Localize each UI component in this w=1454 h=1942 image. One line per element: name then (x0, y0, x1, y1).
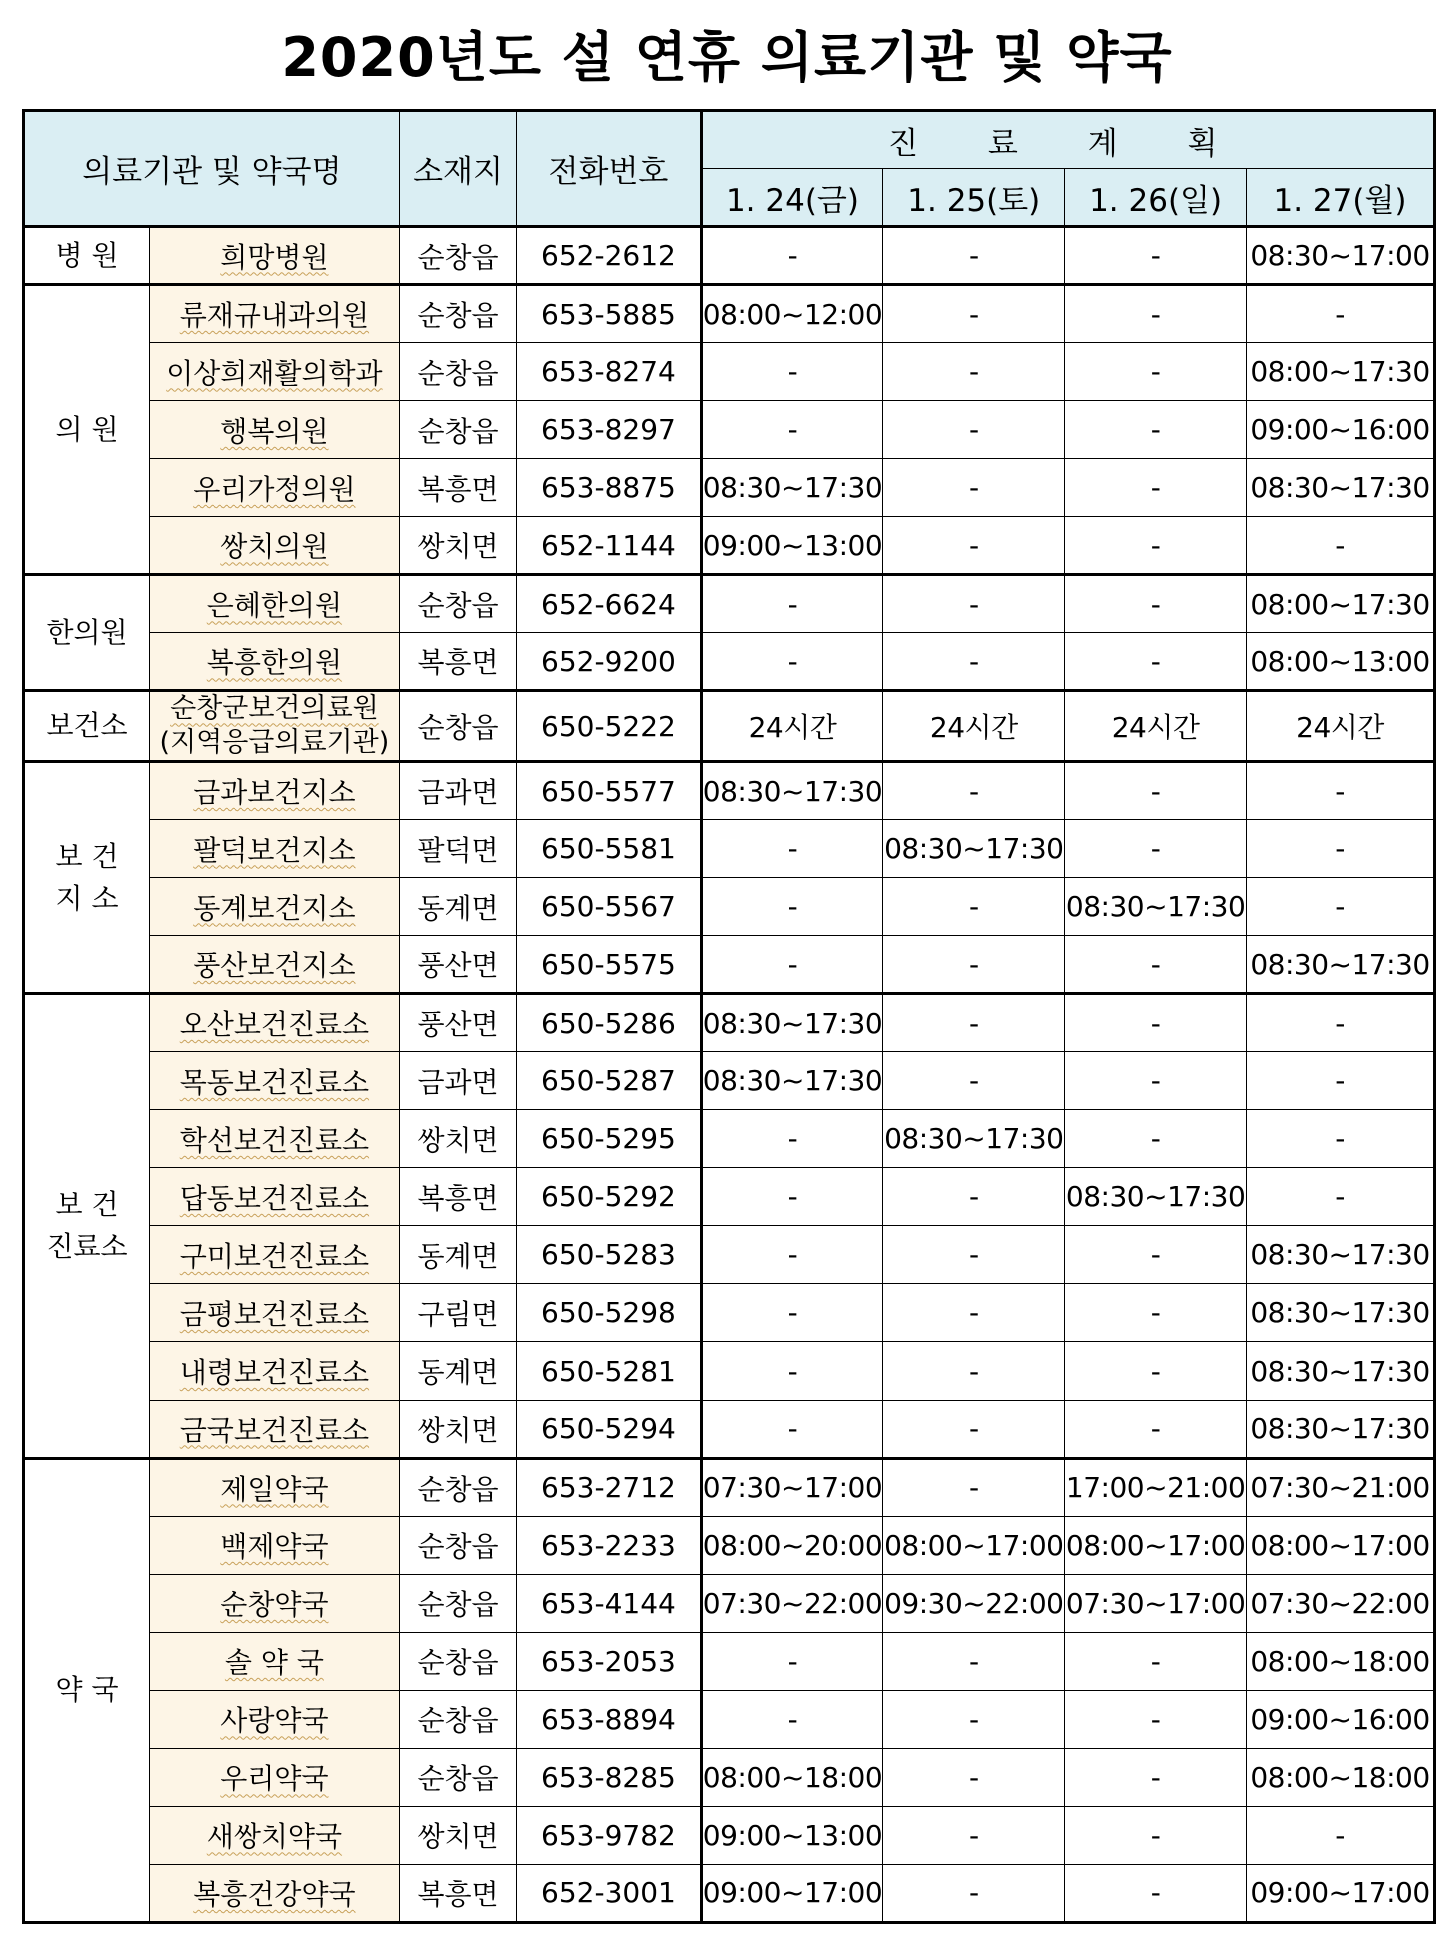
table-row (24, 1052, 1435, 1110)
facility-location: 복흥면 (399, 1168, 517, 1226)
schedule-cell-day-2: - (883, 285, 1065, 343)
facility-name (150, 1690, 400, 1748)
schedule-cell-day-3: 17:00~21:00 (1065, 1458, 1247, 1516)
schedule-cell-day-4: 09:00~17:00 (1247, 1864, 1435, 1922)
schedule-cell-day-3: - (1065, 575, 1247, 633)
facility-name (150, 633, 400, 691)
table-row (24, 401, 1435, 459)
category-cell (24, 285, 150, 575)
schedule-cell-day-4: 08:00~18:00 (1247, 1748, 1435, 1806)
table-row (24, 1400, 1435, 1458)
schedule-cell-day-2: - (883, 1690, 1065, 1748)
schedule-cell-day-2: - (883, 1284, 1065, 1342)
facility-location: 순창읍 (399, 343, 517, 401)
facility-phone: 653-4144 (517, 1574, 701, 1632)
facility-name-text: 우리가정의원 (193, 472, 356, 506)
schedule-cell-day-1: 08:30~17:30 (701, 1052, 883, 1110)
schedule-cell-day-1: - (701, 1400, 883, 1458)
schedule-cell-day-1: - (701, 633, 883, 691)
facility-name-text: 우리약국 (220, 1762, 329, 1796)
facility-phone: 650-5575 (517, 936, 701, 994)
schedule-cell-day-2: - (883, 575, 1065, 633)
schedule-cell-day-3: - (1065, 820, 1247, 878)
schedule-cell-day-4: 09:00~16:00 (1247, 401, 1435, 459)
category-label: 보건소 (46, 709, 128, 743)
schedule-cell-day-4: 08:30~17:30 (1247, 1400, 1435, 1458)
facility-name (150, 1052, 400, 1110)
schedule-cell-day-1: 08:00~20:00 (701, 1516, 883, 1574)
schedule-cell-day-3: - (1065, 517, 1247, 575)
header-date-2: 1. 25(토) (883, 169, 1065, 227)
facility-name-text: 금국보건진료소 (179, 1413, 370, 1447)
schedule-cell-day-4: - (1247, 762, 1435, 820)
facility-name (150, 1226, 400, 1284)
facility-phone: 653-8875 (517, 459, 701, 517)
schedule-cell-day-4: 07:30~21:00 (1247, 1458, 1435, 1516)
schedule-table (22, 109, 1436, 1924)
table-row (24, 343, 1435, 401)
schedule-cell-day-2: 08:30~17:30 (883, 820, 1065, 878)
facility-name-text: 구미보건진료소 (179, 1239, 370, 1273)
schedule-cell-day-1: - (701, 227, 883, 285)
facility-location: 풍산면 (399, 994, 517, 1052)
schedule-cell-day-1: 08:30~17:30 (701, 459, 883, 517)
schedule-cell-day-1: - (701, 1284, 883, 1342)
facility-location: 동계면 (399, 1342, 517, 1400)
schedule-cell-day-3: - (1065, 994, 1247, 1052)
table-row (24, 820, 1435, 878)
schedule-cell-day-2: - (883, 1052, 1065, 1110)
category-cell (24, 575, 150, 691)
facility-phone: 650-5294 (517, 1400, 701, 1458)
table-row (24, 517, 1435, 575)
schedule-cell-day-4: 08:00~17:00 (1247, 1516, 1435, 1574)
table-row (24, 1864, 1435, 1922)
schedule-cell-day-4: 24시간 (1247, 691, 1435, 762)
facility-name (150, 575, 400, 633)
facility-name (150, 401, 400, 459)
schedule-cell-day-3: 07:30~17:00 (1065, 1574, 1247, 1632)
facility-name-text: 순창약국 (220, 1588, 329, 1622)
schedule-cell-day-2: - (883, 936, 1065, 994)
facility-phone: 652-3001 (517, 1864, 701, 1922)
category-label: 보 건 (55, 839, 119, 873)
facility-name (150, 1748, 400, 1806)
schedule-cell-day-4: 08:30~17:30 (1247, 936, 1435, 994)
schedule-cell-day-1: - (701, 1342, 883, 1400)
schedule-cell-day-4: 08:30~17:30 (1247, 1226, 1435, 1284)
schedule-cell-day-2: - (883, 1342, 1065, 1400)
schedule-cell-day-1: 24시간 (701, 691, 883, 762)
schedule-cell-day-2: - (883, 517, 1065, 575)
schedule-cell-day-4: 08:30~17:00 (1247, 227, 1435, 285)
facility-phone: 653-8297 (517, 401, 701, 459)
schedule-cell-day-1: 08:30~17:30 (701, 762, 883, 820)
table-row (24, 1226, 1435, 1284)
schedule-cell-day-1: - (701, 401, 883, 459)
schedule-cell-day-2: - (883, 1400, 1065, 1458)
facility-name-text: 새쌍치약국 (206, 1820, 343, 1854)
table-row (24, 1110, 1435, 1168)
facility-phone: 650-5281 (517, 1342, 701, 1400)
schedule-cell-day-1: - (701, 1632, 883, 1690)
facility-name (150, 343, 400, 401)
schedule-cell-day-1: 07:30~17:00 (701, 1458, 883, 1516)
category-label-line2: 지 소 (55, 881, 119, 915)
facility-phone: 653-8274 (517, 343, 701, 401)
facility-name-text: 풍산보건지소 (193, 949, 356, 983)
facility-location: 금과면 (399, 1052, 517, 1110)
schedule-cell-day-4: 07:30~22:00 (1247, 1574, 1435, 1632)
facility-phone: 652-6624 (517, 575, 701, 633)
facility-name (150, 820, 400, 878)
facility-location: 쌍치면 (399, 1806, 517, 1864)
category-cell (24, 691, 150, 762)
schedule-cell-day-3: - (1065, 762, 1247, 820)
facility-location: 쌍치면 (399, 517, 517, 575)
facility-phone: 650-5287 (517, 1052, 701, 1110)
facility-name-text: 내령보건진료소 (179, 1356, 370, 1389)
schedule-cell-day-1: - (701, 575, 883, 633)
schedule-cell-day-2: - (883, 1748, 1065, 1806)
schedule-cell-day-4: 08:30~17:30 (1247, 1284, 1435, 1342)
facility-name (150, 1168, 400, 1226)
facility-location: 순창읍 (399, 1632, 517, 1690)
schedule-cell-day-2: - (883, 1806, 1065, 1864)
table-row (24, 1748, 1435, 1806)
schedule-cell-day-2: 08:30~17:30 (883, 1110, 1065, 1168)
facility-name-text: 목동보건진료소 (179, 1065, 370, 1099)
facility-phone: 653-2712 (517, 1458, 701, 1516)
schedule-cell-day-2: - (883, 1458, 1065, 1516)
table-row (24, 1632, 1435, 1690)
facility-location: 복흥면 (399, 633, 517, 691)
facility-name-text: 복흥한의원 (206, 646, 343, 680)
facility-location: 복흥면 (399, 459, 517, 517)
facility-name (150, 1574, 400, 1632)
facility-phone: 650-5581 (517, 820, 701, 878)
facility-name-text: 행복의원 (220, 414, 329, 448)
schedule-cell-day-1: 09:00~13:00 (701, 517, 883, 575)
schedule-cell-day-3: - (1065, 633, 1247, 691)
schedule-cell-day-3: - (1065, 1052, 1247, 1110)
schedule-cell-day-1: 08:00~18:00 (701, 1748, 883, 1806)
schedule-cell-day-3: - (1065, 1806, 1247, 1864)
schedule-cell-day-4: 08:30~17:30 (1247, 459, 1435, 517)
schedule-cell-day-3: - (1065, 343, 1247, 401)
facility-phone: 650-5567 (517, 878, 701, 936)
schedule-cell-day-3: - (1065, 1342, 1247, 1400)
table-row (24, 936, 1435, 994)
facility-location: 쌍치면 (399, 1400, 517, 1458)
facility-name (150, 1458, 400, 1516)
table-row (24, 227, 1435, 285)
schedule-cell-day-1: 08:00~12:00 (701, 285, 883, 343)
facility-name-text: 답동보건진료소 (179, 1181, 370, 1215)
schedule-cell-day-3: - (1065, 227, 1247, 285)
facility-name (150, 227, 400, 285)
schedule-cell-day-3: 08:30~17:30 (1065, 1168, 1247, 1226)
schedule-cell-day-3: 08:00~17:00 (1065, 1516, 1247, 1574)
facility-location: 금과면 (399, 762, 517, 820)
schedule-cell-day-4: 08:00~17:30 (1247, 575, 1435, 633)
schedule-cell-day-2: - (883, 343, 1065, 401)
schedule-cell-day-4: - (1247, 1168, 1435, 1226)
facility-phone: 650-5283 (517, 1226, 701, 1284)
facility-name-text: 쌍치의원 (220, 530, 329, 564)
facility-name (150, 1516, 400, 1574)
facility-name (150, 762, 400, 820)
facility-name-text: 사랑약국 (220, 1704, 329, 1738)
table-row (24, 285, 1435, 343)
facility-phone: 653-2233 (517, 1516, 701, 1574)
schedule-cell-day-1: - (701, 936, 883, 994)
facility-phone: 652-1144 (517, 517, 701, 575)
schedule-cell-day-3: 08:30~17:30 (1065, 878, 1247, 936)
schedule-cell-day-4: - (1247, 1110, 1435, 1168)
facility-phone: 653-8894 (517, 1690, 701, 1748)
facility-phone: 652-9200 (517, 633, 701, 691)
facility-location: 순창읍 (399, 401, 517, 459)
facility-location: 순창읍 (399, 1458, 517, 1516)
schedule-cell-day-3: - (1065, 285, 1247, 343)
page-title: 2020년도 설 연휴 의료기관 및 약국 (281, 26, 1173, 89)
facility-name (150, 285, 400, 343)
table-row (24, 1168, 1435, 1226)
facility-location: 동계면 (399, 1226, 517, 1284)
header-plan: 진 료 계 획 (701, 111, 1434, 169)
schedule-cell-day-1: - (701, 343, 883, 401)
facility-name-text: 금평보건진료소 (179, 1297, 370, 1331)
facility-location: 순창읍 (399, 1516, 517, 1574)
category-cell (24, 994, 150, 1458)
facility-phone: 650-5577 (517, 762, 701, 820)
category-label: 약 국 (55, 1673, 119, 1707)
category-label: 의 원 (55, 412, 119, 446)
table-row (24, 633, 1435, 691)
schedule-cell-day-1: 09:00~17:00 (701, 1864, 883, 1922)
schedule-cell-day-2: - (883, 1226, 1065, 1284)
header-date-1: 1. 24(금) (701, 169, 883, 227)
schedule-cell-day-2: 24시간 (883, 691, 1065, 762)
facility-name-text: 제일약국 (220, 1472, 329, 1506)
facility-name-text: 금과보건지소 (193, 776, 356, 810)
facility-name (150, 1806, 400, 1864)
table-row (24, 1806, 1435, 1864)
schedule-cell-day-1: - (701, 878, 883, 936)
facility-location: 순창읍 (399, 1690, 517, 1748)
facility-name (150, 1284, 400, 1342)
schedule-cell-day-4: - (1247, 878, 1435, 936)
table-row (24, 1342, 1435, 1400)
schedule-cell-day-3: - (1065, 401, 1247, 459)
schedule-cell-day-4: 08:30~17:30 (1247, 1342, 1435, 1400)
schedule-cell-day-3: - (1065, 1864, 1247, 1922)
facility-name-text: 동계보건지소 (193, 891, 356, 925)
header-date-4: 1. 27(월) (1247, 169, 1435, 227)
facility-location: 순창읍 (399, 1574, 517, 1632)
facility-name (150, 1342, 400, 1400)
table-row (24, 1516, 1435, 1574)
facility-name (150, 517, 400, 575)
schedule-cell-day-1: - (701, 1226, 883, 1284)
facility-name (150, 1864, 400, 1922)
schedule-cell-day-4: - (1247, 820, 1435, 878)
header-location: 소재지 (399, 111, 517, 227)
schedule-cell-day-3: - (1065, 1400, 1247, 1458)
facility-phone: 650-5286 (517, 994, 701, 1052)
table-row (24, 459, 1435, 517)
facility-name-text: 솔 약 국 (224, 1646, 324, 1680)
schedule-cell-day-2: - (883, 1168, 1065, 1226)
schedule-cell-day-3: - (1065, 459, 1247, 517)
schedule-cell-day-2: - (883, 633, 1065, 691)
facility-name (150, 459, 400, 517)
schedule-cell-day-2: - (883, 1632, 1065, 1690)
schedule-cell-day-3: - (1065, 1690, 1247, 1748)
facility-phone: 653-8285 (517, 1748, 701, 1806)
schedule-cell-day-3: - (1065, 1110, 1247, 1168)
category-label: 병 원 (55, 238, 119, 272)
category-label: 보 건 (55, 1187, 119, 1221)
schedule-cell-day-1: - (701, 1168, 883, 1226)
schedule-cell-day-2: - (883, 401, 1065, 459)
schedule-cell-day-1: 09:00~13:00 (701, 1806, 883, 1864)
schedule-cell-day-1: - (701, 1110, 883, 1168)
table-row (24, 1574, 1435, 1632)
table-row (24, 1690, 1435, 1748)
facility-name-sub: (지역응급의료기관) (159, 727, 390, 759)
facility-phone: 653-5885 (517, 285, 701, 343)
schedule-cell-day-2: - (883, 994, 1065, 1052)
facility-location: 순창읍 (399, 691, 517, 762)
table-row (24, 1284, 1435, 1342)
category-label-line2: 진료소 (46, 1229, 128, 1263)
facility-location: 순창읍 (399, 227, 517, 285)
facility-location: 구림면 (399, 1284, 517, 1342)
facility-name-text: 오산보건진료소 (179, 1008, 370, 1042)
facility-name-text: 순창군보건의료원 (170, 693, 379, 725)
schedule-cell-day-2: - (883, 227, 1065, 285)
category-label: 한의원 (46, 615, 128, 649)
facility-phone: 650-5222 (517, 691, 701, 762)
facility-phone: 650-5295 (517, 1110, 701, 1168)
header-phone: 전화번호 (517, 111, 701, 227)
facility-phone: 653-9782 (517, 1806, 701, 1864)
category-cell (24, 1458, 150, 1922)
facility-location: 순창읍 (399, 575, 517, 633)
facility-name (150, 994, 400, 1052)
schedule-cell-day-2: - (883, 762, 1065, 820)
facility-phone: 650-5298 (517, 1284, 701, 1342)
table-row (24, 575, 1435, 633)
facility-location: 순창읍 (399, 285, 517, 343)
table-row (24, 762, 1435, 820)
facility-name-text: 은혜한의원 (206, 589, 343, 623)
facility-phone: 652-2612 (517, 227, 701, 285)
facility-name-text: 백제약국 (220, 1530, 329, 1564)
schedule-cell-day-4: - (1247, 285, 1435, 343)
facility-name (150, 878, 400, 936)
schedule-cell-day-1: - (701, 1690, 883, 1748)
header-name: 의료기관 및 약국명 (24, 111, 400, 227)
schedule-cell-day-4: - (1247, 994, 1435, 1052)
schedule-cell-day-3: - (1065, 1226, 1247, 1284)
schedule-cell-day-3: - (1065, 936, 1247, 994)
facility-name-text: 희망병원 (220, 240, 329, 274)
schedule-cell-day-4: - (1247, 517, 1435, 575)
facility-location: 동계면 (399, 878, 517, 936)
facility-name-text: 복흥건강약국 (193, 1877, 356, 1911)
schedule-cell-day-3: - (1065, 1284, 1247, 1342)
category-cell (24, 227, 150, 285)
schedule-cell-day-3: 24시간 (1065, 691, 1247, 762)
facility-phone: 653-2053 (517, 1632, 701, 1690)
schedule-cell-day-1: 08:30~17:30 (701, 994, 883, 1052)
facility-name (150, 1400, 400, 1458)
facility-name-text: 팔덕보건지소 (193, 833, 356, 867)
schedule-cell-day-3: - (1065, 1632, 1247, 1690)
schedule-cell-day-2: - (883, 1864, 1065, 1922)
table-row (24, 1458, 1435, 1516)
schedule-cell-day-1: 07:30~22:00 (701, 1574, 883, 1632)
facility-location: 쌍치면 (399, 1110, 517, 1168)
schedule-cell-day-4: 09:00~16:00 (1247, 1690, 1435, 1748)
facility-name-text: 이상희재활의학과 (166, 356, 383, 390)
table-row (24, 878, 1435, 936)
table-body (24, 111, 1435, 1923)
schedule-cell-day-2: 08:00~17:00 (883, 1516, 1065, 1574)
schedule-cell-day-4: - (1247, 1052, 1435, 1110)
facility-name (150, 1632, 400, 1690)
table-row (24, 994, 1435, 1052)
facility-name-text: 류재규내과의원 (179, 299, 370, 333)
schedule-cell-day-4: 08:00~18:00 (1247, 1632, 1435, 1690)
facility-location: 복흥면 (399, 1864, 517, 1922)
facility-name-text: 학선보건진료소 (179, 1123, 370, 1157)
schedule-cell-day-4: - (1247, 1806, 1435, 1864)
facility-location: 팔덕면 (399, 820, 517, 878)
schedule-cell-day-2: 09:30~22:00 (883, 1574, 1065, 1632)
schedule-cell-day-4: 08:00~13:00 (1247, 633, 1435, 691)
facility-name (150, 1110, 400, 1168)
schedule-cell-day-2: - (883, 459, 1065, 517)
table-row (24, 691, 1435, 762)
category-cell (24, 762, 150, 994)
facility-name (150, 691, 400, 762)
schedule-cell-day-1: - (701, 820, 883, 878)
facility-location: 풍산면 (399, 936, 517, 994)
facility-name (150, 936, 400, 994)
facility-location: 순창읍 (399, 1748, 517, 1806)
schedule-cell-day-3: - (1065, 1748, 1247, 1806)
schedule-cell-day-4: 08:00~17:30 (1247, 343, 1435, 401)
header-date-3: 1. 26(일) (1065, 169, 1247, 227)
facility-phone: 650-5292 (517, 1168, 701, 1226)
schedule-cell-day-2: - (883, 878, 1065, 936)
